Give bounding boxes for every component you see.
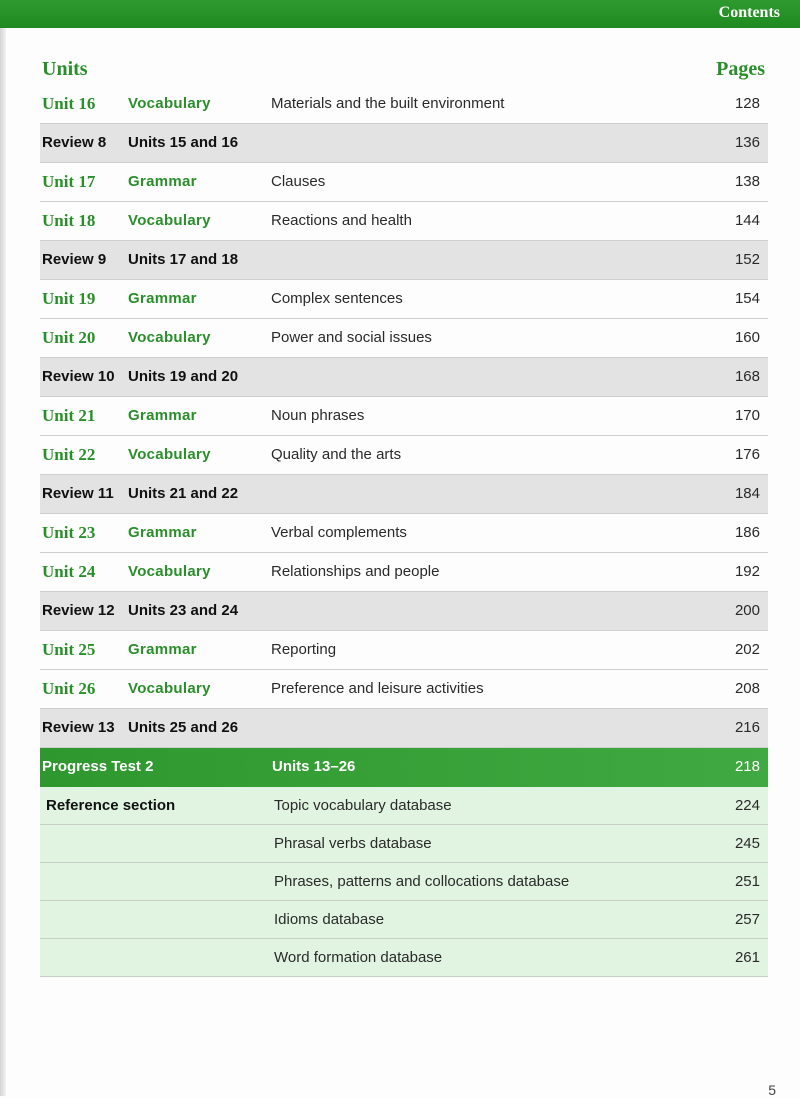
page-number-cell: 184 [734,485,760,502]
unit-category: Grammar [128,173,197,190]
page-number-cell: 168 [734,368,760,385]
toc-row-review-10[interactable] [40,358,768,397]
toc-row-review-11[interactable] [40,475,768,514]
units-heading: Units [42,58,88,80]
review-units: Units 17 and 18 [128,251,239,268]
toc-row-unit-17[interactable] [40,163,768,202]
page-number-cell: 186 [734,524,760,541]
toc-row-review-12[interactable] [40,592,768,631]
review-number: Review 10 [42,368,115,385]
unit-number: Unit 16 [42,94,96,113]
review-number: Review 11 [42,485,114,502]
header-bar [0,0,800,28]
toc-row-unit-20[interactable] [40,319,768,358]
page-number-cell: 200 [734,602,760,619]
unit-number: Unit 20 [42,328,96,347]
unit-topic: Quality and the arts [271,446,402,463]
page-number-cell: 152 [734,251,760,268]
reference-topic: Word formation database [274,949,443,966]
toc-row-unit-19[interactable] [40,280,768,319]
toc-row-review-13[interactable] [40,709,768,748]
reference-topic: Idioms database [274,911,385,928]
toc-row-unit-22[interactable] [40,436,768,475]
toc-row-reference[interactable] [40,939,768,977]
toc-row-unit-16[interactable] [40,85,768,124]
page-number-cell: 261 [734,949,760,966]
toc-row-unit-25[interactable] [40,631,768,670]
unit-number: Unit 24 [42,562,96,581]
page-number-cell: 216 [734,719,760,736]
footer-page-number: 5 [768,1082,776,1098]
toc-row-unit-21[interactable] [40,397,768,436]
review-units: Units 15 and 16 [128,134,239,151]
unit-category: Grammar [128,641,197,658]
unit-topic: Verbal complements [271,524,407,541]
pages-heading: Pages [716,58,765,80]
unit-topic: Noun phrases [271,407,365,424]
unit-category: Vocabulary [128,212,211,229]
unit-number: Unit 25 [42,640,96,659]
review-units: Units 25 and 26 [128,719,239,736]
unit-category: Grammar [128,524,197,541]
review-number: Review 13 [42,719,115,736]
unit-category: Grammar [128,407,197,424]
toc-row-review-9[interactable] [40,241,768,280]
review-units: Units 21 and 22 [128,485,239,502]
page-left-edge [0,0,6,1096]
unit-topic: Materials and the built environment [271,95,505,112]
page-number-cell: 192 [734,563,760,580]
reference-topic: Phrasal verbs database [274,835,432,852]
unit-topic: Complex sentences [271,290,403,307]
unit-number: Unit 22 [42,445,96,464]
page-number-cell: 136 [734,134,760,151]
review-number: Review 9 [42,251,107,268]
toc-row-review-8[interactable] [40,124,768,163]
unit-topic: Clauses [271,173,326,190]
unit-topic: Reactions and health [271,212,412,229]
page-number-cell: 224 [734,797,760,814]
page-number-cell: 128 [734,95,760,112]
unit-topic: Power and social issues [271,329,432,346]
unit-number: Unit 19 [42,289,96,308]
contents-title: Contents [718,4,780,21]
progress-test-label: Progress Test 2 [42,758,154,775]
progress-test-units: Units 13–26 [272,758,356,775]
unit-topic: Relationships and people [271,563,440,580]
toc-row-reference[interactable] [40,825,768,863]
unit-category: Vocabulary [128,563,211,580]
unit-number: Unit 17 [42,172,96,191]
unit-number: Unit 18 [42,211,96,230]
toc-row-unit-18[interactable] [40,202,768,241]
page-number-cell: 154 [734,290,760,307]
toc-row-unit-24[interactable] [40,553,768,592]
reference-topic: Phrases, patterns and collocations database [274,873,570,890]
unit-number: Unit 26 [42,679,96,698]
page-number-cell: 144 [734,212,760,229]
toc-row-reference[interactable] [40,863,768,901]
review-units: Units 19 and 20 [128,368,239,385]
toc-row-reference[interactable] [40,901,768,939]
contents-table [40,85,768,977]
toc-row-unit-26[interactable] [40,670,768,709]
toc-row-progress-test[interactable] [40,748,768,787]
review-number: Review 8 [42,134,107,151]
page-number-cell: 202 [734,641,760,658]
page-number-cell: 138 [734,173,760,190]
page-number-cell: 251 [734,873,760,890]
page-number-cell: 208 [734,680,760,697]
unit-category: Grammar [128,290,197,307]
unit-topic: Preference and leisure activities [271,680,484,697]
unit-category: Vocabulary [128,329,211,346]
toc-row-unit-23[interactable] [40,514,768,553]
page-number-cell: 257 [734,911,760,928]
unit-number: Unit 23 [42,523,96,542]
unit-number: Unit 21 [42,406,96,425]
unit-category: Vocabulary [128,95,211,112]
page-number-cell: 176 [734,446,760,463]
page-number-cell: 218 [734,758,760,775]
page-number-cell: 245 [734,835,760,852]
review-number: Review 12 [42,602,115,619]
page-number-cell: 170 [734,407,760,424]
review-units: Units 23 and 24 [128,602,239,619]
unit-category: Vocabulary [128,680,211,697]
reference-topic: Topic vocabulary database [274,797,452,814]
unit-category: Vocabulary [128,446,211,463]
toc-row-reference[interactable] [40,787,768,825]
page-number-cell: 160 [734,329,760,346]
reference-section-label: Reference section [46,797,176,814]
unit-topic: Reporting [271,641,337,658]
